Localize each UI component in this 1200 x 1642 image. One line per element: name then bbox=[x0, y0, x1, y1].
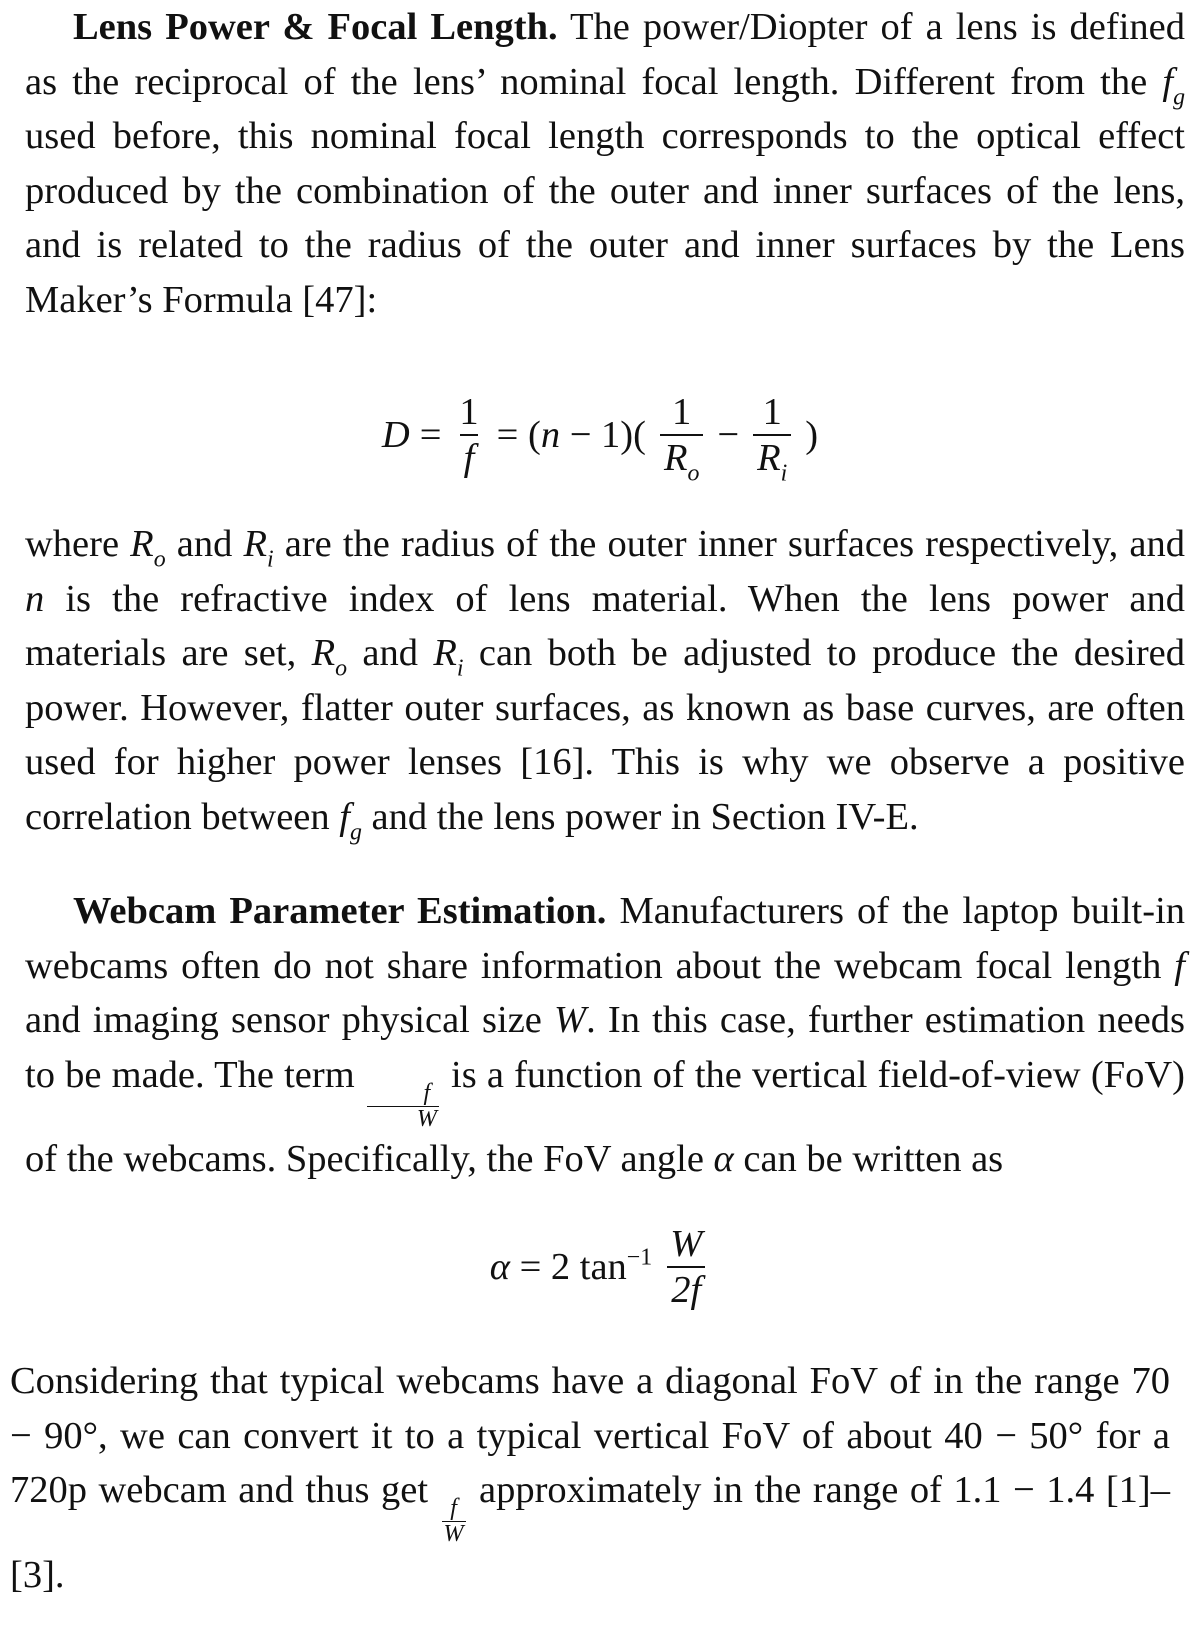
paragraph-lens-power bbox=[25, 0, 1185, 327]
heading-webcam: Webcam Parameter Estimation. bbox=[73, 890, 607, 932]
symbol-R: R bbox=[311, 632, 336, 674]
symbol-n: n bbox=[540, 414, 561, 457]
denominator bbox=[660, 434, 703, 487]
fraction-f-over-W bbox=[440, 1496, 468, 1547]
paragraph-radius bbox=[25, 517, 1185, 844]
numerator: 1 bbox=[762, 391, 782, 433]
symbol-W: W bbox=[554, 999, 587, 1041]
subscript-g: g bbox=[349, 819, 362, 846]
fraction-one-over-f bbox=[451, 390, 486, 481]
body-text: can be written as bbox=[733, 1138, 1004, 1181]
body-text: are the radius of the outer inner surfaces respectively, and bbox=[273, 523, 1185, 565]
body-text: can both be adjusted to produce the desired power. However, flatter outer surfaces, as known as base curves, are often used for higher power lenses [16]. This is why we observe a positive correlation between bbox=[25, 632, 1185, 838]
body-text: . In this case, further estimation needs to be made. The term bbox=[25, 999, 1185, 1096]
denominator: W bbox=[443, 1521, 464, 1548]
equals-tan: = 2 tan bbox=[509, 1246, 627, 1289]
symbol-n: n bbox=[25, 577, 45, 620]
numerator: 1 bbox=[672, 391, 692, 433]
denominator: W bbox=[367, 1106, 439, 1132]
denominator: f bbox=[460, 434, 479, 480]
fraction-f-over-W bbox=[365, 1081, 441, 1132]
numerator: W bbox=[670, 1223, 703, 1265]
body-text: and bbox=[347, 632, 434, 674]
fraction-W-over-2f bbox=[662, 1222, 710, 1313]
symbol-R: R bbox=[243, 523, 267, 565]
subscript-g: g bbox=[1173, 84, 1185, 111]
subscript-o: o bbox=[153, 546, 166, 573]
equation-fov bbox=[0, 1222, 1200, 1313]
superscript-inverse: −1 bbox=[626, 1244, 653, 1271]
subscript-i: i bbox=[456, 655, 464, 682]
fraction-one-over-Ri bbox=[749, 390, 795, 487]
body-text: is a function of the vertical field-of-view (FoV) of the webcams. Specifically, the FoV angle bbox=[25, 1053, 1185, 1181]
subscript-i: i bbox=[266, 546, 274, 573]
paragraph-webcam bbox=[25, 884, 1185, 1187]
numerator: 1 bbox=[459, 391, 479, 433]
body-text: and the lens power in Section IV-E. bbox=[361, 795, 919, 838]
heading-lens-power: Lens Power & Focal Length. bbox=[73, 6, 558, 48]
subscript-i: i bbox=[780, 461, 788, 487]
denominator: 2f bbox=[667, 1266, 705, 1312]
symbol-R: R bbox=[757, 437, 781, 480]
body-text: and imaging sensor physical size bbox=[25, 999, 555, 1041]
body-text: used before, this nominal focal length corresponds to the optical effect produced by the combination of the outer and inner surfaces of the lens, and is related to the radius of the outer and inner surfaces by the Lens Maker’s Formula [47]: bbox=[25, 115, 1185, 321]
equals-paren: = ( bbox=[496, 414, 541, 457]
body-text: approximately in the range of 1.1 − 1.4 [1]–[3]. bbox=[10, 1469, 1170, 1596]
symbol-D: D bbox=[381, 414, 410, 457]
equation-lens-maker bbox=[0, 390, 1200, 487]
numerator: f bbox=[450, 1495, 457, 1522]
fraction-one-over-Ro bbox=[656, 390, 707, 487]
close-paren: ) bbox=[805, 414, 819, 457]
denominator bbox=[753, 434, 791, 487]
paragraph-fov-range bbox=[10, 1354, 1170, 1602]
subscript-o: o bbox=[335, 655, 348, 682]
body-text: The power/Diopter of a lens is defined as the reciprocal of the lens’ nominal focal length. Different from the bbox=[25, 6, 1185, 103]
symbol-R: R bbox=[663, 437, 688, 480]
minus-sign: − bbox=[717, 414, 740, 457]
symbol-f: f bbox=[1174, 944, 1185, 987]
body-text: Considering that typical webcams have a diagonal FoV of in the range 70 − 90°, we can convert it to a typical vertical FoV of about 40 − 50° for a 720p webcam and thus get bbox=[10, 1360, 1170, 1511]
symbol-R: R bbox=[433, 632, 457, 674]
subscript-o: o bbox=[687, 461, 700, 487]
numerator: f bbox=[423, 1079, 431, 1106]
symbol-f: f bbox=[339, 795, 350, 838]
symbol-alpha: α bbox=[713, 1138, 734, 1181]
symbol-alpha: α bbox=[489, 1246, 510, 1289]
body-text: where bbox=[25, 523, 131, 565]
equals-sign: = bbox=[419, 414, 442, 457]
symbol-R: R bbox=[130, 523, 154, 565]
body-text: Manufacturers of the laptop built-in webcams often do not share information about the webcam focal length bbox=[25, 890, 1186, 987]
body-text: and bbox=[165, 523, 244, 565]
body-text: is the refractive index of lens material. When the lens power and materials are set, bbox=[25, 577, 1185, 674]
minus-one: − 1)( bbox=[560, 414, 646, 457]
symbol-f: f bbox=[1162, 60, 1174, 103]
